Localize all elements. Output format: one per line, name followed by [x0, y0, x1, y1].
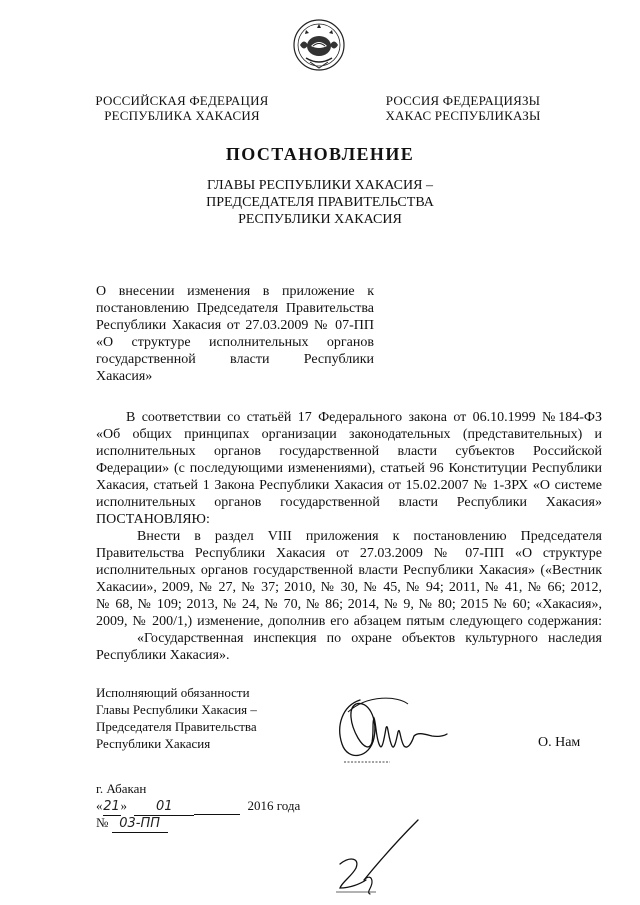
decree-line-2: Правительства Республики Хакасия от 27.03.2009 № 07-ПП «О структуре — [96, 546, 602, 561]
subject-line-5: государственной власти Республики — [96, 352, 374, 367]
subject-line-3: Республики Хакасия от 27.03.2009 № 07-ПП — [96, 318, 374, 333]
subject-line-2: постановлению Председателя Правительства — [96, 301, 374, 316]
subtitle-line-1: ГЛАВЫ РЕСПУБЛИКИ ХАКАСИЯ – — [207, 178, 433, 193]
decree-line-4: Хакасии», 2009, № 27, № 37; 2010, № 30, № 45, № 94; 2011, № 41, № 66; 2012, — [96, 580, 602, 595]
document-number — [96, 815, 168, 833]
subject-line-1: О внесении изменения в приложение к — [96, 284, 374, 299]
number-value: 03-ПП — [112, 816, 168, 833]
preamble-line-3: исполнительных органов государственной власти субъектов Российской — [96, 444, 602, 459]
header-left-line-2: РЕСПУБЛИКА ХАКАСИЯ — [104, 108, 260, 123]
decree-line-3: исполнительных органов государственной власти Республики Хакасия» («Вестник — [96, 563, 602, 578]
subject-line-4: «О структуре исполнительных органов — [96, 335, 374, 350]
document-subject — [96, 283, 374, 385]
subtitle-line-2: ПРЕДСЕДАТЕЛЯ ПРАВИТЕЛЬСТВА — [206, 195, 434, 210]
preamble-line-1: В соответствии со статьёй 17 Федерального закона от 06.10.1999 №184-ФЗ — [126, 410, 602, 425]
preamble-line-6: исполнительных органов государственной власти Республики Хакасия» — [96, 495, 602, 510]
approval-handwritten-mark — [320, 818, 430, 898]
document-title: ПОСТАНОВЛЕНИЕ — [225, 144, 415, 164]
document-body — [96, 409, 602, 664]
place-of-issue: г. Абакан — [96, 781, 147, 796]
issue-date — [96, 798, 300, 816]
header-right-line-2: ХАКАС РЕСПУБЛИКАЗЫ — [385, 108, 541, 123]
header-right-line-1: РОССИЯ ФЕДЕРАЦИЯЗЫ — [385, 93, 541, 108]
position-line-4: Республики Хакасия — [96, 736, 211, 751]
preamble-decision: ПОСТАНОВЛЯЮ: — [96, 512, 210, 527]
preamble-line-4: Федерации» (с последующими изменениями), статьей 96 Конституции Республики — [96, 461, 602, 476]
position-line-1: Исполняющий обязанности — [96, 685, 250, 700]
subject-line-6: Хакасия» — [96, 369, 153, 384]
header-right — [382, 93, 544, 123]
quote-line-2: Республики Хакасия». — [96, 648, 230, 663]
signatory-position — [96, 684, 316, 752]
header-left — [92, 93, 272, 123]
header-left-line-1: РОССИЙСКАЯ ФЕДЕРАЦИЯ — [95, 93, 269, 108]
date-month: 01 — [134, 799, 194, 816]
preamble-line-5: Хакасия, статьей 1 Закона Республики Хакасия от 15.02.2007 № 1-ЗРХ «О системе — [96, 478, 602, 493]
document-subtitle — [0, 177, 640, 228]
quote-line-1: «Государственная инспекция по охране объектов культурного наследия — [137, 631, 602, 646]
preamble-line-2: «Об общих принципах организации законодательных (представительных) и — [96, 427, 602, 442]
decree-line-5: № 68, № 109; 2013, № 24, № 70, № 86; 2014, № 9, № 80; 2015 № 60; «Хакасия», — [96, 597, 602, 612]
date-blank — [194, 798, 240, 815]
decree-line-6: 2009, № 200/1,) изменение, дополнив его абзацем пятым следующего содержания: — [96, 614, 602, 629]
subtitle-line-3: РЕСПУБЛИКИ ХАКАСИЯ — [238, 212, 402, 227]
date-close-quote: » — [120, 798, 127, 813]
date-open-quote: « — [96, 798, 103, 813]
signature-underline — [342, 758, 392, 766]
signer-name: О. Нам — [538, 735, 581, 750]
number-prefix: № — [96, 815, 109, 830]
position-line-3: Председателя Правительства — [96, 719, 257, 734]
position-line-2: Главы Республики Хакасия – — [96, 702, 257, 717]
date-day: 21 — [103, 799, 120, 814]
coat-of-arms-emblem — [292, 18, 346, 72]
decree-line-1: Внести в раздел VIII приложения к постановлению Председателя — [137, 529, 602, 544]
date-year: 2016 года — [247, 798, 301, 813]
